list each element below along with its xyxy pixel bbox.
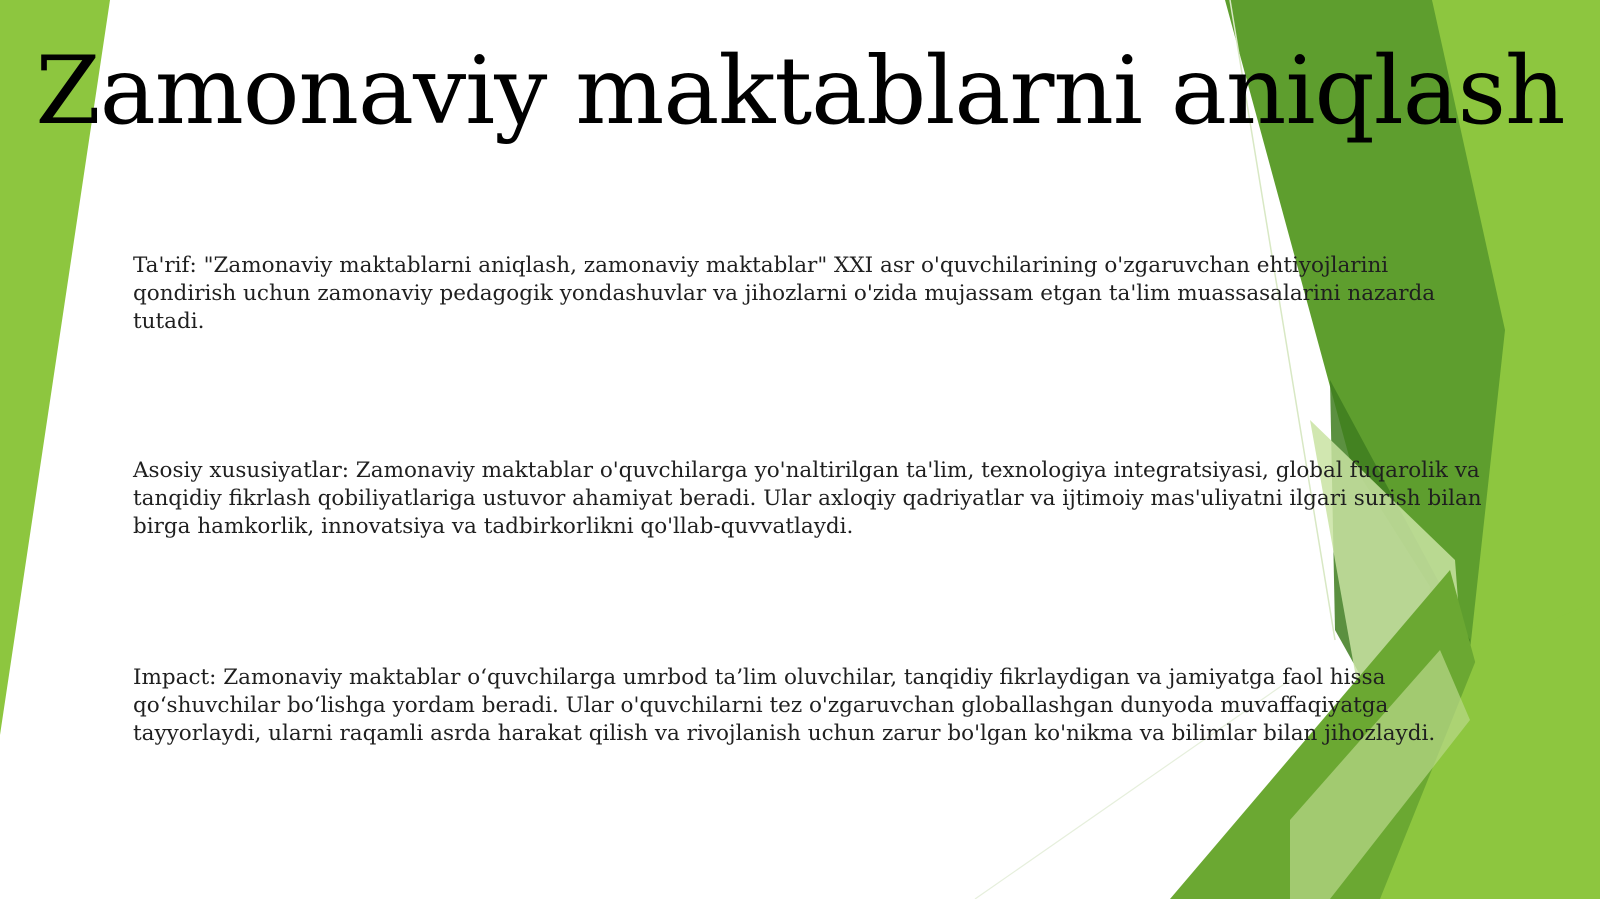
paragraph-impact: Impact: Zamonaviy maktablar o‘quvchilarga umrbod ta’lim oluvchilar, tanqidiy fikrlaydigan va jamiyatga faol hissa qo‘shuvchilar bo‘lishga yordam beradi. Ular o'quvchilarni tez o'zgaruvchan globallashgan dunyoda muvaffaqiyatga tayyorlaydi, ularni raqamli asrda harakat qilish va rivojlanish uchun zarur bo'lgan ko'nikma va bilimlar bilan jihozlaydi. <box>133 665 1436 746</box>
paragraph-key-features: Asosiy xususiyatlar: Zamonaviy maktablar o'quvchilarga yo'naltirilgan ta'lim, texnologiya integratsiyasi, global fuqarolik va tanqidiy fikrlash qobiliyatlariga ustuvor ahamiyat beradi. Ular axloqiy qadriyatlar va ijtimoiy mas'uliyatni ilgari surish bilan birga hamkorlik, innovatsiya va tadbirkorlikni qo'llab-quvvatlaydi. <box>133 458 1482 539</box>
paragraph-definition: Ta'rif: "Zamonaviy maktablarni aniqlash, zamonaviy maktablar" XXI asr o'quvchilarining o'zgaruvchan ehtiyojlarini qondirish uchun zamonaviy pedagogik yondashuvlar va jihozlarni o'zida mujassam etgan ta'lim muassasalarini nazarda tutadi. <box>133 253 1436 334</box>
slide-title: Zamonaviy maktablarni aniqlash <box>35 37 1565 146</box>
